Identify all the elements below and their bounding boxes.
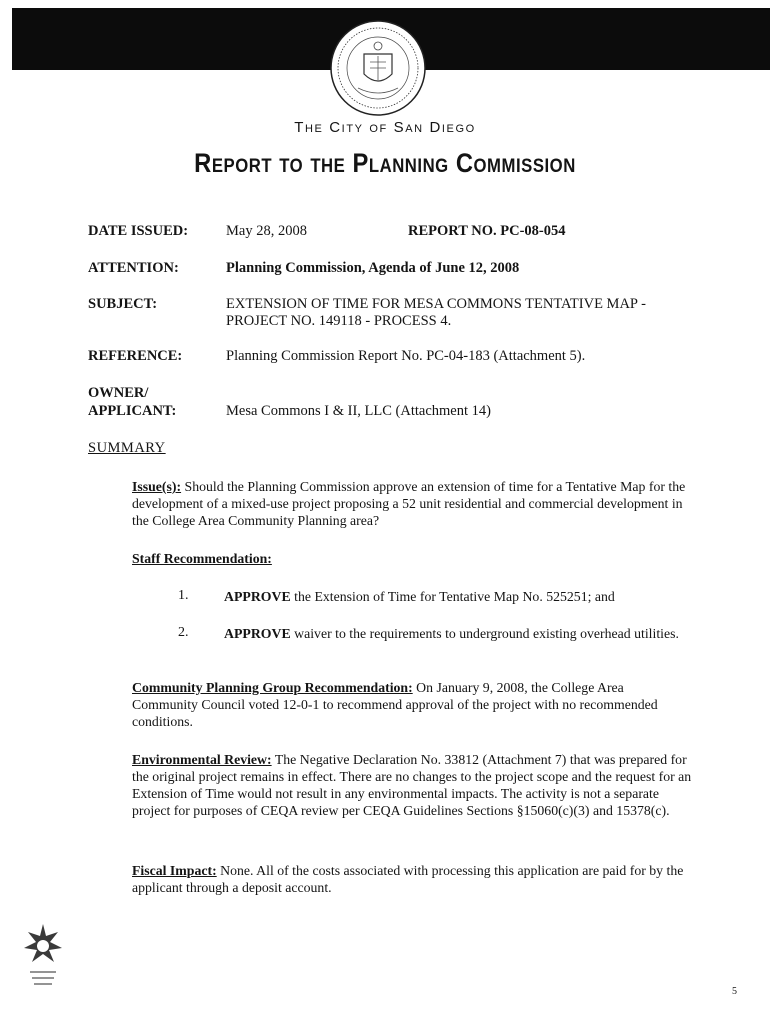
recycled-paper-logo-icon (18, 918, 68, 998)
attention-label: ATTENTION: (88, 260, 179, 276)
community-paragraph (132, 679, 692, 730)
recommendation-2-text: waiver to the requirements to underground existing overhead utilities. (294, 626, 679, 641)
subject-line-1: EXTENSION OF TIME FOR MESA COMMONS TENTATIVE MAP - (226, 296, 646, 312)
recommendation-1-number: 1. (178, 588, 189, 603)
city-name: The City of San Diego (294, 119, 476, 136)
fiscal-paragraph (132, 862, 692, 896)
environmental-text: The Negative Declaration No. 33812 (Attachment 7) that was prepared for the original project remains in effect. There are no changes to the project scope and the request for an Extension of Time would not result in any environmental impacts. The activity is not a separate project for purposes of CEQA review per CEQA Guidelines Sections §15060(c)(3) and 15378(c). (132, 752, 692, 818)
recommendation-2-action: APPROVE (224, 626, 291, 641)
staff-recommendation-heading: Staff Recommendation: (132, 551, 272, 566)
fiscal-label: Fiscal Impact: (132, 863, 217, 878)
applicant-label: APPLICANT: (88, 403, 177, 419)
environmental-label: Environmental Review: (132, 752, 272, 767)
city-seal-icon (328, 18, 428, 118)
recommendation-2-number: 2. (178, 625, 189, 640)
report-title: Report to the Planning Commission (194, 148, 576, 178)
reference-label: REFERENCE: (88, 348, 183, 364)
issue-text: Should the Planning Commission approve an extension of time for a Tentative Map for the development of a mixed-use project proposing a 52 unit residential and commercial development in the College Area Community Planning area? (132, 479, 686, 528)
recommendation-1-text: the Extension of Time for Tentative Map No. 525251; and (294, 589, 615, 604)
date-issued-value: May 28, 2008 (226, 223, 307, 239)
subject-line-2: PROJECT NO. 149118 - PROCESS 4. (226, 313, 452, 329)
applicant-value: Mesa Commons I & II, LLC (Attachment 14) (226, 403, 491, 419)
owner-label: OWNER/ (88, 385, 149, 401)
page-number: 5 (732, 986, 737, 997)
date-issued-label: DATE ISSUED: (88, 223, 189, 239)
environmental-paragraph (132, 751, 692, 819)
summary-heading: SUMMARY (88, 440, 166, 456)
recommendation-1 (224, 588, 694, 605)
recommendation-2 (224, 625, 694, 642)
recommendation-1-action: APPROVE (224, 589, 291, 604)
community-text: On January 9, 2008, the College Area Community Council voted 12-0-1 to recommend approval of the project with no recommended conditions. (132, 680, 658, 729)
fiscal-text: None. All of the costs associated with processing this application are paid for by the applicant through a deposit account. (132, 863, 684, 895)
reference-value: Planning Commission Report No. PC-04-183 (Attachment 5). (226, 348, 586, 364)
subject-label: SUBJECT: (88, 296, 158, 312)
issue-paragraph (132, 478, 692, 529)
issue-label: Issue(s): (132, 479, 182, 494)
community-label: Community Planning Group Recommendation: (132, 680, 413, 695)
attention-value: Planning Commission, Agenda of June 12, 2008 (226, 260, 520, 276)
report-number: REPORT NO. PC-08-054 (408, 223, 566, 239)
